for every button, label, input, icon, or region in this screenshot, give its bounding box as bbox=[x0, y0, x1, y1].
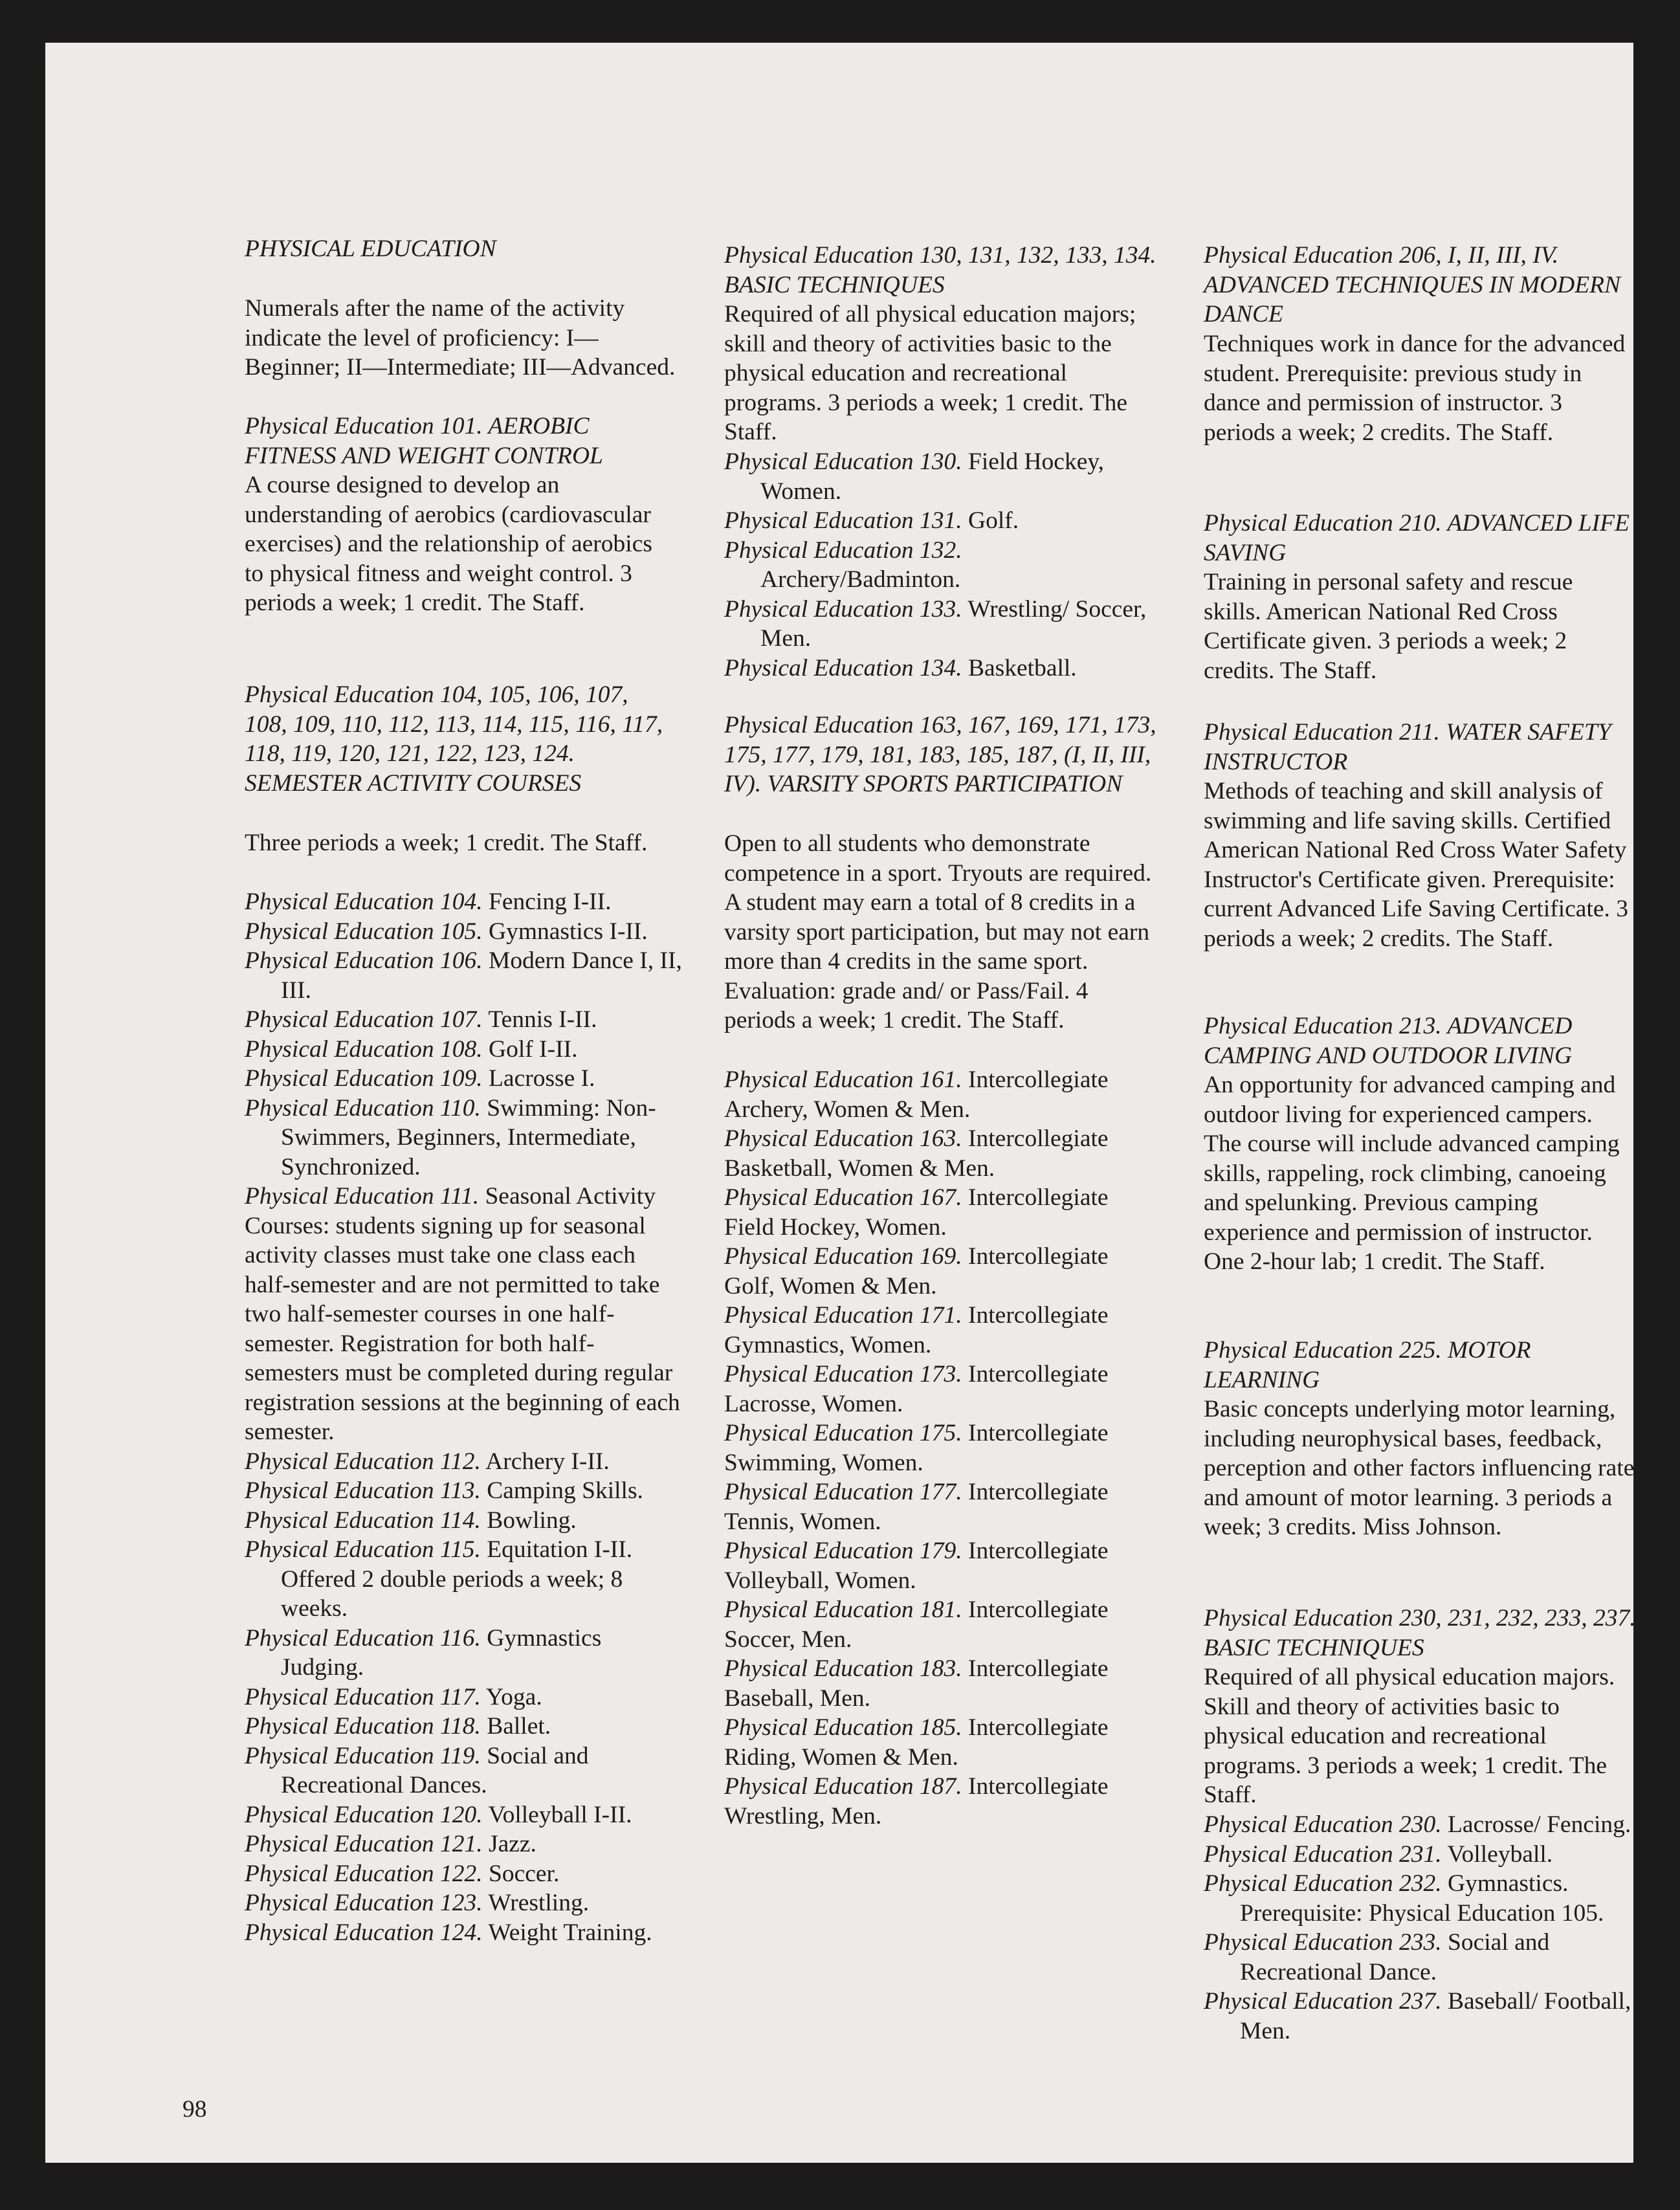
course-heading-230: Physical Education 230, 231, 232, 233, 237. BASIC TECHNIQUES bbox=[1204, 1605, 1636, 1661]
list-item: Physical Education 134. Basketball. bbox=[724, 654, 1077, 681]
list-item: Physical Education 163. Intercollegiate Basketball, Women & Men. bbox=[724, 1125, 1109, 1182]
list-item: Physical Education 177. Intercollegiate Tennis, Women. bbox=[724, 1479, 1109, 1535]
activity-list-230 bbox=[1204, 1810, 1650, 2046]
list-item: Physical Education 132. Archery/Badminton. bbox=[724, 536, 962, 593]
course-heading-210: Physical Education 210. ADVANCED LIFE SAVING bbox=[1204, 510, 1630, 566]
list-item: Physical Education 112. Archery I-II. bbox=[245, 1448, 610, 1475]
list-item: Physical Education 105. Gymnastics I-II. bbox=[245, 918, 648, 945]
list-item: Physical Education 115. Equitation I-II. Offered 2 double periods a week; 8 weeks. bbox=[245, 1536, 633, 1622]
activity-list-varsity bbox=[724, 1065, 1164, 1831]
list-item: Physical Education 183. Intercollegiate Baseball, Men. bbox=[724, 1655, 1109, 1712]
list-item: Physical Education 117. Yoga. bbox=[245, 1683, 542, 1710]
course-heading-225: Physical Education 225. MOTOR LEARNING bbox=[1204, 1337, 1531, 1393]
course-heading-104: Physical Education 104, 105, 106, 107, 108, 109, 110, 112, 113, 114, 115, 116, 117, 118, 119, 120, 121, 122, 123, 124. SEMESTER ACTIVITY COURSES bbox=[245, 681, 663, 797]
course-heading-varsity: Physical Education 163, 167, 169, 171, 173, 175, 177, 179, 181, 183, 185, 187, (I, II, III, IV). VARSITY SPORTS PARTICIPATION bbox=[724, 712, 1156, 797]
course-body-213: An opportunity for advanced camping and outdoor living for experienced campers. The course will include advanced camping skills, rappeling, rock climbing, canoeing and spelunking. Previous camping experience and permission of instructor. One 2-hour lab; 1 credit. The Staff. bbox=[1204, 1072, 1620, 1275]
list-item: Physical Education 179. Intercollegiate Volleyball, Women. bbox=[724, 1538, 1109, 1594]
list-item: Physical Education 120. Volleyball I-II. bbox=[245, 1801, 632, 1828]
list-item: Physical Education 113. Camping Skills. bbox=[245, 1477, 643, 1504]
course-body-104: Three periods a week; 1 credit. The Staff. bbox=[245, 830, 648, 856]
activity-list-130 bbox=[724, 447, 1164, 683]
list-item: Physical Education 169. Intercollegiate Golf, Women & Men. bbox=[724, 1243, 1109, 1299]
course-body-210: Training in personal safety and rescue skills. American National Red Cross Certificate given. 3 periods a week; 2 credits. The Staff. bbox=[1204, 569, 1573, 684]
list-item: Physical Education 122. Soccer. bbox=[245, 1860, 560, 1887]
list-item: Physical Education 171. Intercollegiate Gymnastics, Women. bbox=[724, 1302, 1109, 1358]
list-item: Physical Education 230. Lacrosse/ Fencing. bbox=[1204, 1811, 1631, 1838]
course-body-101: A course designed to develop an understanding of aerobics (cardiovascular exercises) and the relationship of aerobics to physical fitness and weight control. 3 periods a week; 1 credit. The Staff. bbox=[245, 472, 652, 616]
course-heading-213: Physical Education 213. ADVANCED CAMPING AND OUTDOOR LIVING bbox=[1204, 1013, 1573, 1069]
list-item: Physical Education 124. Weight Training. bbox=[245, 1919, 652, 1946]
list-item: Physical Education 181. Intercollegiate Soccer, Men. bbox=[724, 1597, 1109, 1653]
list-item: Physical Education 118. Ballet. bbox=[245, 1713, 551, 1740]
course-heading-206: Physical Education 206, I, II, III, IV. ADVANCED TECHNIQUES IN MODERN DANCE bbox=[1204, 242, 1621, 327]
list-item: Physical Education 111. Seasonal Activity Courses: students signing up for seasonal activity classes must take one class each half-semester and are not permitted to take two half-semester courses in one half-semester. Registration for both half-semesters must be completed during regular registration sessions at the beginning of each semester. bbox=[245, 1183, 680, 1445]
list-item: Physical Education 237. Baseball/ Football, Men. bbox=[1204, 1988, 1631, 2044]
course-heading-101: Physical Education 101. AEROBIC FITNESS AND WEIGHT CONTROL bbox=[245, 413, 603, 469]
list-item: Physical Education 110. Swimming: Non-Swimmers, Beginners, Intermediate, Synchronized. bbox=[245, 1094, 656, 1180]
list-item: Physical Education 173. Intercollegiate Lacrosse, Women. bbox=[724, 1361, 1109, 1417]
list-item: Physical Education 133. Wrestling/ Soccer, Men. bbox=[724, 595, 1147, 652]
list-item: Physical Education 175. Intercollegiate Swimming, Women. bbox=[724, 1420, 1109, 1476]
course-body-211: Methods of teaching and skill analysis of swimming and life saving skills. Certified American National Red Cross Water Safety Instructor's Certificate given. Prerequisite: current Advanced Life Saving Certificate. 3 periods a week; 2 credits. The Staff. bbox=[1204, 778, 1628, 952]
list-item: Physical Education 130. Field Hockey, Women. bbox=[724, 448, 1105, 505]
course-body-130: Required of all physical education majors; skill and theory of activities basic to the physical education and recreational programs. 3 periods a week; 1 credit. The Staff. bbox=[724, 301, 1136, 445]
course-body-varsity: Open to all students who demonstrate competence in a sport. Tryouts are required. A student may earn a total of 8 credits in a varsity sport participation, but may not earn more than 4 credits in the same sport. Evaluation: grade and/ or Pass/Fail. 4 periods a week; 1 credit. The Staff. bbox=[724, 830, 1152, 1033]
list-item: Physical Education 106. Modern Dance I, II, III. bbox=[245, 947, 682, 1004]
list-item: Physical Education 104. Fencing I-II. bbox=[245, 889, 612, 915]
course-body-206: Techniques work in dance for the advanced student. Prerequisite: previous study in dance and permission of instructor. 3 periods a week; 2 credits. The Staff. bbox=[1204, 331, 1626, 446]
list-item: Physical Education 167. Intercollegiate Field Hockey, Women. bbox=[724, 1184, 1109, 1241]
list-item: Physical Education 123. Wrestling. bbox=[245, 1890, 590, 1916]
course-body-225: Basic concepts underlying motor learning, including neurophysical bases, feedback, perception and other factors influencing rate and amount of motor learning. 3 periods a week; 3 credits. Miss Johnson. bbox=[1204, 1396, 1635, 1540]
list-item: Physical Education 185. Intercollegiate Riding, Women & Men. bbox=[724, 1714, 1109, 1771]
course-heading-130: Physical Education 130, 131, 132, 133, 134. BASIC TECHNIQUES bbox=[724, 242, 1156, 298]
page-number: 98 bbox=[182, 2096, 207, 2123]
list-item: Physical Education 231. Volleyball. bbox=[1204, 1840, 1553, 1868]
list-item: Physical Education 119. Social and Recreational Dances. bbox=[245, 1742, 589, 1798]
list-item: Physical Education 187. Intercollegiate Wrestling, Men. bbox=[724, 1773, 1109, 1829]
activity-list-104 bbox=[245, 887, 685, 1947]
page bbox=[45, 43, 1636, 2163]
list-item: Physical Education 109. Lacrosse I. bbox=[245, 1065, 595, 1092]
list-item: Physical Education 121. Jazz. bbox=[245, 1831, 536, 1857]
list-item: Physical Education 233. Social and Recreational Dance. bbox=[1204, 1929, 1550, 1985]
list-item: Physical Education 114. Bowling. bbox=[245, 1507, 577, 1534]
list-item: Physical Education 116. Gymnastics Judging. bbox=[245, 1624, 602, 1681]
course-heading-211: Physical Education 211. WATER SAFETY INSTRUCTOR bbox=[1204, 719, 1611, 775]
list-item: Physical Education 161. Intercollegiate Archery, Women & Men. bbox=[724, 1066, 1109, 1123]
intro-text: Numerals after the name of the activity indicate the level of proficiency: I—Beginner; II—Intermediate; III—Advanced. bbox=[245, 295, 676, 381]
section-title: PHYSICAL EDUCATION bbox=[245, 236, 496, 262]
list-item: Physical Education 131. Golf. bbox=[724, 507, 1019, 534]
list-item: Physical Education 107. Tennis I-II. bbox=[245, 1006, 597, 1033]
course-body-230: Required of all physical education majors. Skill and theory of activities basic to physical education and recreational programs. 3 periods a week; 1 credit. The Staff. bbox=[1204, 1664, 1615, 1808]
list-item: Physical Education 108. Golf I-II. bbox=[245, 1035, 578, 1063]
list-item: Physical Education 232. Gymnastics. Prerequisite: Physical Education 105. bbox=[1204, 1870, 1604, 1927]
